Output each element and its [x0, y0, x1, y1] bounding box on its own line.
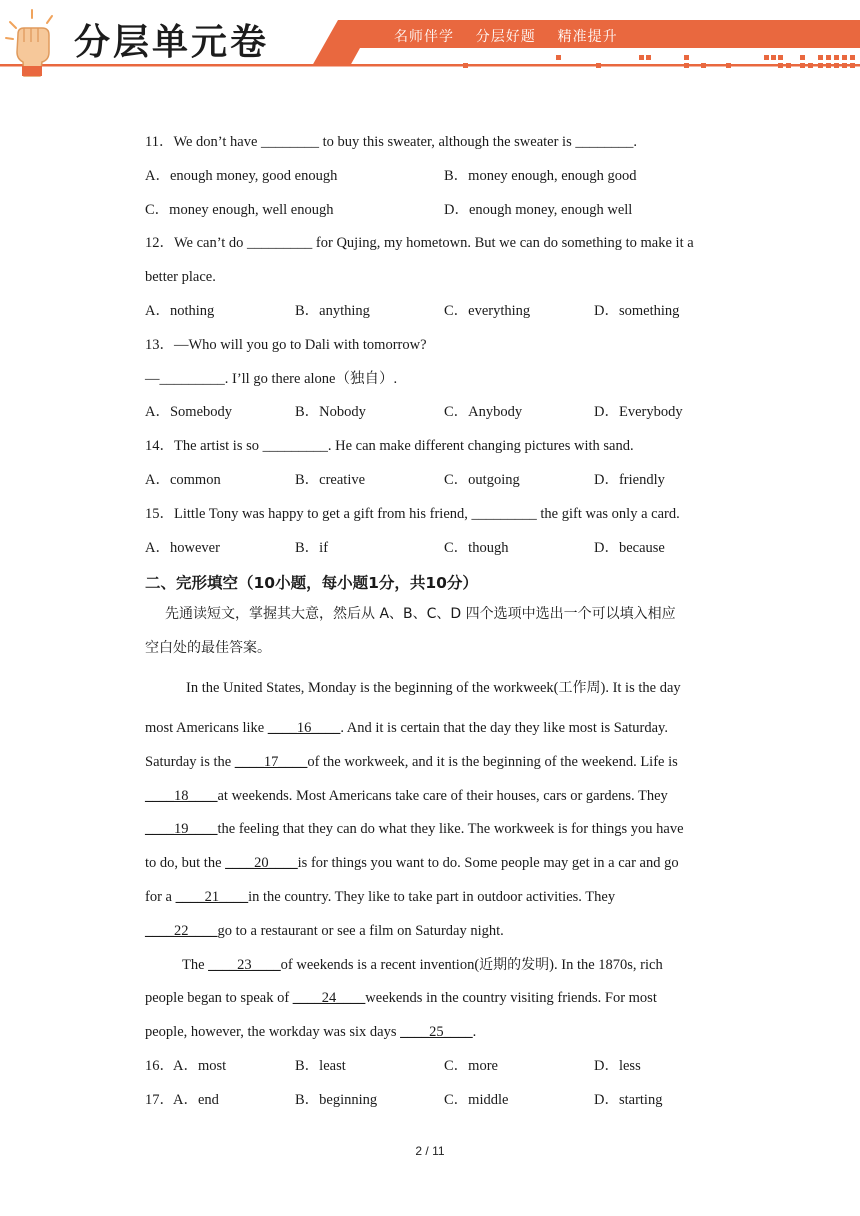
passage-text: In the United States, Monday is the beginning of the workweek(	[186, 680, 559, 696]
passage-text: most Americans like	[145, 720, 268, 736]
question-12-stem-cont: better place.	[145, 269, 216, 285]
passage-text: Saturday is the	[145, 754, 235, 770]
q14-option-b[interactable]: B．creative	[295, 472, 366, 488]
cloze-blank[interactable]: ____23____	[208, 957, 281, 973]
q13-option-a[interactable]: A．Somebody	[145, 404, 232, 420]
passage-line	[145, 753, 678, 771]
passage-text: go to a restaurant or see a film on Saturday night.	[217, 923, 504, 939]
cloze-blank[interactable]: ____19____	[145, 821, 218, 837]
q15-option-c[interactable]: C．though	[444, 540, 509, 556]
passage-line	[145, 719, 668, 737]
q13-option-b[interactable]: B．Nobody	[295, 404, 366, 420]
q14-option-a[interactable]: A．common	[145, 472, 221, 488]
section-2-instruction-cont: 空白处的最佳答案。	[145, 640, 271, 656]
q16-option-a[interactable]: A．most	[173, 1058, 227, 1074]
passage-text: to do, but the	[145, 855, 226, 871]
section-2-title: 二、完形填空（10小题，每小题1分，共10分）	[145, 574, 478, 592]
passage-text: ). It is the day	[600, 680, 681, 696]
cloze-blank[interactable]: ____18____	[145, 788, 218, 804]
page-number: 2 / 11	[415, 1144, 445, 1158]
q16-option-c[interactable]: C．more	[444, 1058, 498, 1074]
q12-option-a[interactable]: A．nothing	[145, 303, 215, 319]
cloze-blank[interactable]: ____24____	[292, 990, 366, 1006]
q17-label: 17．	[145, 1092, 174, 1108]
passage-text: .	[472, 1024, 477, 1040]
q12-option-b[interactable]: B．anything	[295, 303, 370, 319]
passage-text: people, however, the workday was six days	[145, 1024, 401, 1040]
question-14-stem: 14．The artist is so _________. He can make different changing pictures with sand.	[145, 438, 634, 454]
q15-option-b[interactable]: B．if	[295, 540, 329, 556]
passage-text: is for things you want to do. Some people may get in a car and go	[297, 855, 679, 871]
cloze-blank[interactable]: ____21____	[175, 889, 249, 905]
passage-line	[182, 956, 663, 974]
passage-text: of weekends is a recent invention(	[280, 957, 480, 973]
question-13-stem: 13．—Who will you go to Dali with tomorrow?	[145, 337, 427, 353]
q15-option-a[interactable]: A．however	[145, 540, 220, 556]
passage-text: ). In the 1870s, rich	[549, 957, 663, 973]
chinese-gloss: 近期的发明	[479, 957, 550, 973]
q13-option-d[interactable]: D．Everybody	[594, 404, 683, 420]
q16-label: 16．	[145, 1058, 174, 1074]
passage-text: in the country. They like to take part in outdoor activities. They	[248, 889, 616, 905]
q14-option-c[interactable]: C．outgoing	[444, 472, 520, 488]
cloze-blank[interactable]: ____20____	[225, 855, 298, 871]
passage-line	[186, 679, 681, 697]
passage-line	[145, 854, 679, 872]
brand-title: 分层单元卷	[74, 22, 270, 63]
q11-option-d[interactable]: D．enough money, enough well	[444, 202, 633, 218]
section-2-instruction: 先通读短文，掌握其大意，然后从 A、B、C、D 四个选项中选出一个可以填入相应	[165, 606, 676, 622]
q17-option-a[interactable]: A．end	[173, 1092, 219, 1108]
question-13-stem-cont: —_________. I’ll go there alone（独自）.	[145, 371, 398, 387]
question-11-stem: 11．We don’t have ________ to buy this sweater, although the sweater is ________.	[145, 134, 637, 150]
passage-text: The	[182, 957, 209, 973]
q17-option-b[interactable]: B．beginning	[295, 1092, 378, 1108]
cloze-blank[interactable]: ____22____	[145, 923, 218, 939]
passage-text: at weekends. Most Americans take care of their houses, cars or gardens. They	[217, 788, 668, 804]
passage-line	[145, 1023, 476, 1041]
passage-line	[145, 787, 668, 805]
q14-option-d[interactable]: D．friendly	[594, 472, 665, 488]
q11-option-a[interactable]: A．enough money, good enough	[145, 168, 338, 184]
passage-line	[145, 922, 504, 940]
q12-option-c[interactable]: C．everything	[444, 303, 531, 319]
passage-text: the feeling that they can do what they like. The workweek is for things you have	[217, 821, 684, 837]
cloze-blank[interactable]: ____16____	[267, 720, 341, 736]
passage-text: . And it is certain that the day they like most is Saturday.	[340, 720, 668, 736]
passage-text: of the workweek, and it is the beginning of the weekend. Life is	[307, 754, 678, 770]
q16-option-b[interactable]: B．least	[295, 1058, 346, 1074]
chinese-gloss: 工作周	[558, 680, 601, 696]
passage-text: weekends in the country visiting friends. For most	[365, 990, 657, 1006]
q13-option-c[interactable]: C．Anybody	[444, 404, 523, 420]
q17-option-c[interactable]: C．middle	[444, 1092, 509, 1108]
passage-line	[145, 989, 657, 1007]
passage-line	[145, 888, 615, 906]
cloze-blank[interactable]: ____17____	[234, 754, 308, 770]
cloze-blank[interactable]: ____25____	[400, 1024, 473, 1040]
passage-text: people began to speak of	[145, 990, 293, 1006]
passage-line	[145, 820, 684, 838]
question-12-stem: 12．We can’t do _________ for Qujing, my hometown. But we can do something to make it a	[145, 235, 694, 251]
q11-option-c[interactable]: C．money enough, well enough	[145, 202, 334, 218]
question-15-stem: 15．Little Tony was happy to get a gift from his friend, _________ the gift was only a card.	[145, 506, 680, 522]
q15-option-d[interactable]: D．because	[594, 540, 665, 556]
q12-option-d[interactable]: D．something	[594, 303, 680, 319]
q17-option-d[interactable]: D．starting	[594, 1092, 663, 1108]
q16-option-d[interactable]: D．less	[594, 1058, 641, 1074]
passage-text: for a	[145, 889, 176, 905]
q11-option-b[interactable]: B．money enough, enough good	[444, 168, 637, 184]
header-slogan: 名师伴学 分层好题 精准提升	[394, 29, 618, 45]
